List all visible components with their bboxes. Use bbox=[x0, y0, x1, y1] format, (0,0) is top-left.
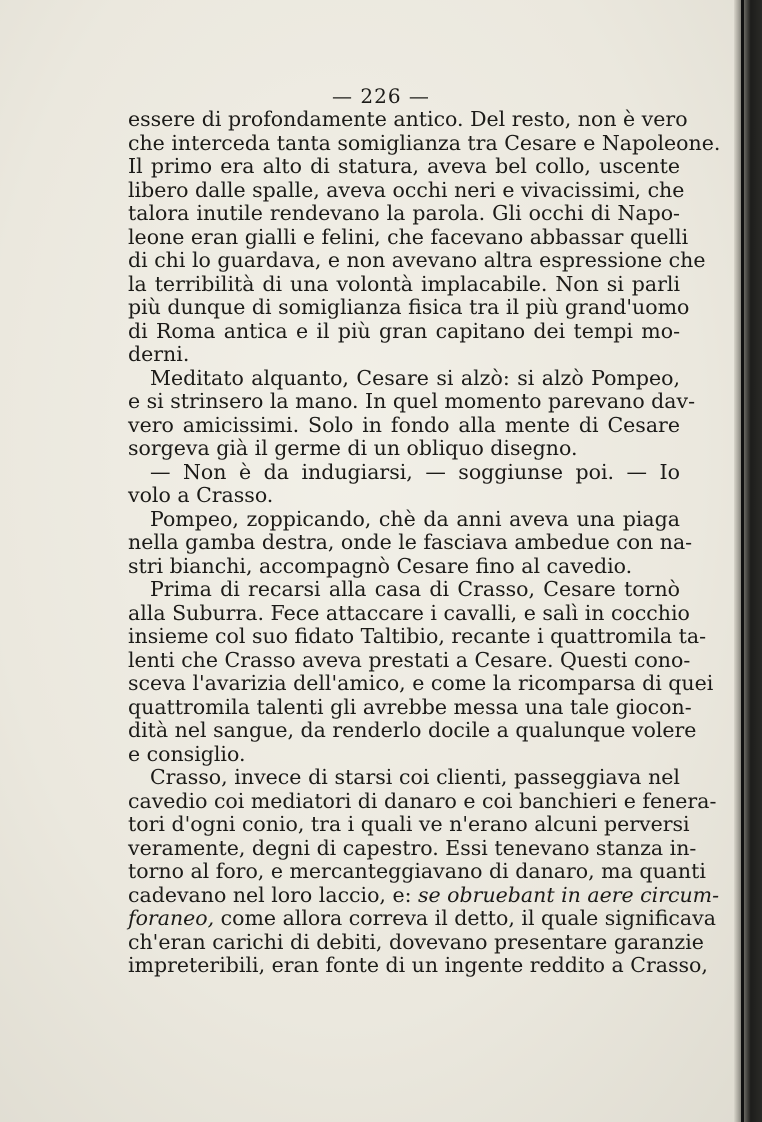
text-line: Crasso, invece di starsi coi clienti, passeggiava nel bbox=[150, 765, 680, 789]
text-line: ch'eran carichi di debiti, dovevano presentare garanzie bbox=[128, 929, 704, 954]
text-line: impreteribili, eran fonte di un ingente reddito a Crasso, bbox=[128, 953, 708, 977]
text-line: tori d'ogni conio, tra i quali ve n'erano alcuni perversi bbox=[128, 812, 690, 836]
text-line: stri bianchi, accompagnò Cesare fino al cavedio. bbox=[128, 553, 633, 578]
text-line: Meditato alquanto, Cesare si alzò: si alzò Pompeo, bbox=[150, 365, 680, 390]
text-line: nella gamba destra, onde le fasciava ambedue con na- bbox=[128, 530, 693, 554]
text-line: quattromila talenti gli avrebbe messa una tale giocon- bbox=[128, 694, 692, 719]
text-line: volo a Crasso. bbox=[128, 483, 274, 507]
text-line: che interceda tanta somiglianza tra Cesare e Napoleone. bbox=[128, 130, 721, 155]
text-line: libero dalle spalle, aveva occhi neri e vivacissimi, che bbox=[128, 177, 685, 202]
page-edge-line bbox=[741, 0, 744, 1122]
text-line: insieme col suo fidato Taltibio, recante i quattromila ta- bbox=[128, 624, 706, 648]
text-line: dità nel sangue, da renderlo docile a qualunque volere bbox=[128, 718, 697, 742]
text-line: leone eran gialli e felini, che facevano abbassar quelli bbox=[128, 224, 689, 249]
page-number: — 226 — bbox=[332, 84, 430, 108]
page-edge-shadow bbox=[734, 0, 762, 1122]
text-line: più dunque di somiglianza fisica tra il più grand'uomo bbox=[128, 295, 690, 319]
text-line: foraneo, come allora correva il detto, il quale significava bbox=[128, 906, 716, 930]
text-line: cadevano nel loro laccio, e: se obruebant in aere circum- bbox=[128, 882, 720, 907]
text-line: derni. bbox=[128, 342, 190, 366]
text-line: lenti che Crasso aveva prestati a Cesare. Questi cono- bbox=[128, 647, 691, 672]
text-line: Il primo era alto di statura, aveva bel collo, uscente bbox=[128, 154, 680, 178]
text-line: alla Suburra. Fece attaccare i cavalli, e salì in cocchio bbox=[128, 600, 690, 625]
text-line: Prima di recarsi alla casa di Crasso, Cesare tornò bbox=[150, 577, 680, 601]
text-line: essere di profondamente antico. Del resto, non è vero bbox=[128, 107, 688, 131]
text-line: sceva l'avarizia dell'amico, e come la ricomparsa di quei bbox=[128, 671, 714, 695]
text-line: cavedio coi mediatori di danaro e coi banchieri e fenera- bbox=[128, 788, 717, 813]
text-line: vero amicissimi. Solo in fondo alla mente di Cesare bbox=[128, 412, 680, 437]
text-line: Pompeo, zoppicando, chè da anni aveva una piaga bbox=[150, 506, 680, 531]
text-line: talora inutile rendevano la parola. Gli occhi di Napo- bbox=[128, 201, 680, 225]
text-line: e si strinsero la mano. In quel momento parevano dav- bbox=[128, 389, 696, 413]
text-line: sorgeva già il germe di un obliquo disegno. bbox=[128, 436, 578, 460]
text-line: e consiglio. bbox=[128, 741, 246, 766]
body-text bbox=[128, 107, 721, 978]
text-line: la terribilità di una volontà implacabile. Non si parli bbox=[128, 271, 680, 296]
text-line: veramente, degni di capestro. Essi tenevano stanza in- bbox=[128, 835, 697, 860]
text-line: — Non è da indugiarsi, — soggiunse poi. — Io bbox=[150, 459, 680, 484]
text-line: di chi lo guardava, e non avevano altra espressione che bbox=[128, 248, 706, 272]
text-line: torno al foro, e mercanteggiavano di danaro, ma quanti bbox=[128, 859, 706, 883]
text-line: di Roma antica e il più gran capitano dei tempi mo- bbox=[128, 318, 680, 343]
